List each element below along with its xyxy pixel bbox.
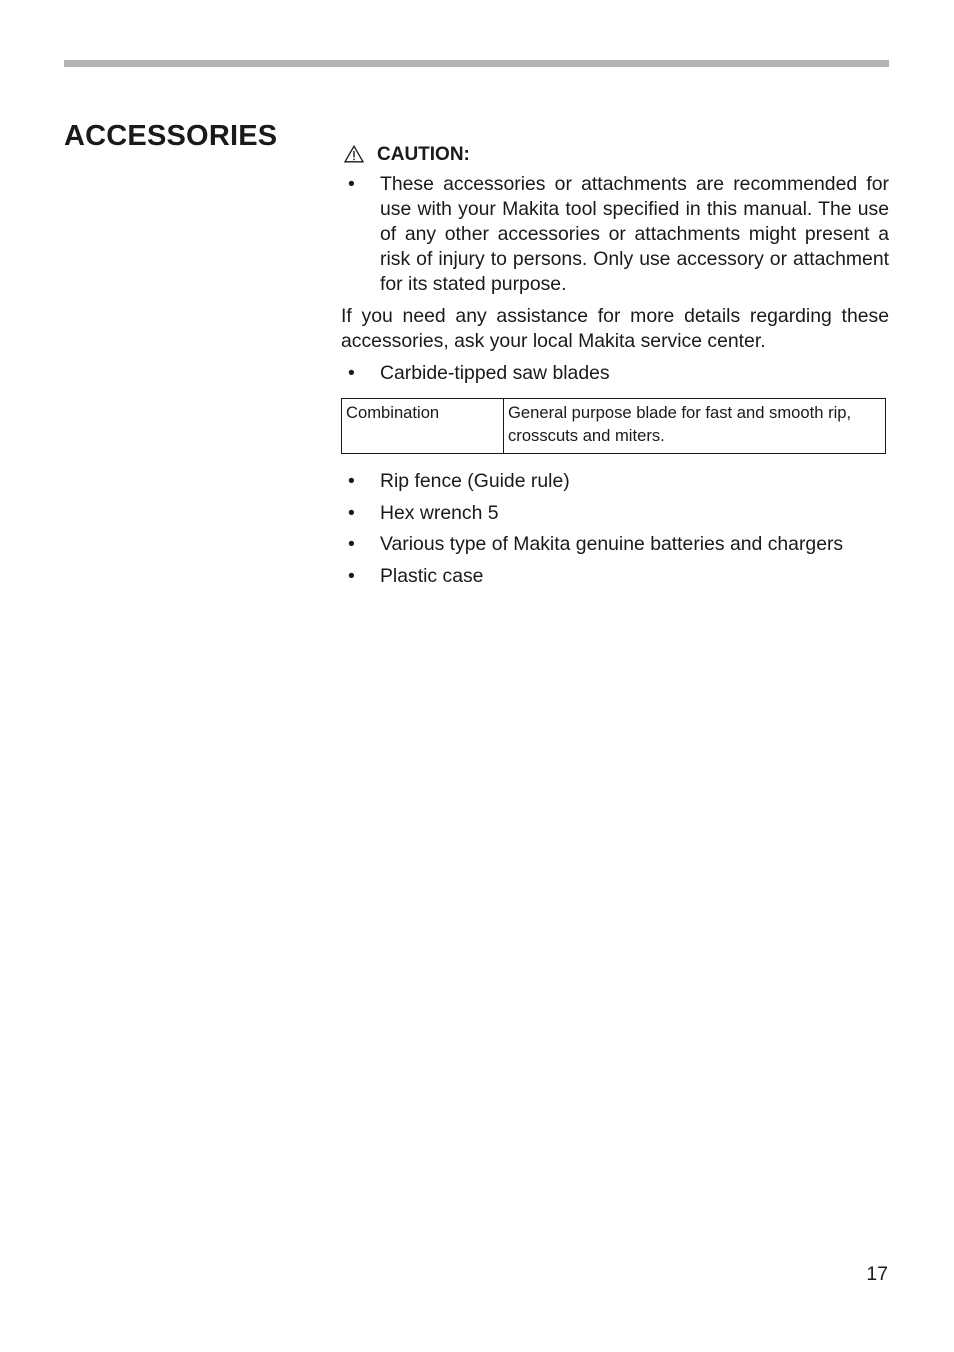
list-item <box>341 361 889 386</box>
bullet: • <box>348 173 355 195</box>
accessory-label: Plastic case <box>380 564 484 587</box>
caution-item <box>341 172 889 297</box>
caution-label: CAUTION: <box>377 143 470 165</box>
list-item <box>341 501 889 526</box>
bullet: • <box>348 564 355 587</box>
blades-label: Carbide-tipped saw blades <box>380 362 610 384</box>
assistance-paragraph: If you need any assistance for more details regarding these accessories, ask your local Makita service center. <box>341 305 889 352</box>
blade-description-cell: General purpose blade for fast and smooth rip, crosscuts and miters. <box>504 399 886 454</box>
accessory-label: Hex wrench 5 <box>380 501 499 524</box>
accessory-label: Rip fence (Guide rule) <box>380 470 570 492</box>
accessory-label: Various type of Makita genuine batteries and chargers <box>380 533 844 555</box>
table-row <box>342 399 886 454</box>
bullet: • <box>348 501 355 524</box>
caution-item-text: These accessories or attachments are recommended for use with your Makita tool specified in this manual. The use of any other accessories or attachments might present a risk of injury to persons. Only use accessory or attachment for its stated purpose. <box>380 173 889 295</box>
blade-type-cell: Combination <box>342 399 504 454</box>
warning-triangle-icon <box>344 145 364 163</box>
saw-blade-table <box>341 398 886 454</box>
bullet: • <box>348 533 355 555</box>
blades-list <box>341 361 889 386</box>
caution-heading <box>344 140 889 168</box>
bullet: • <box>348 362 355 384</box>
page-number: 17 <box>866 1263 888 1285</box>
bullet: • <box>348 470 355 492</box>
accessories-list <box>341 469 889 589</box>
accessories-content <box>341 140 889 595</box>
list-item <box>341 469 889 494</box>
caution-list <box>341 172 889 297</box>
section-title: ACCESSORIES <box>64 120 278 152</box>
list-item <box>341 532 889 557</box>
top-rule <box>64 60 889 67</box>
list-item <box>341 564 889 589</box>
